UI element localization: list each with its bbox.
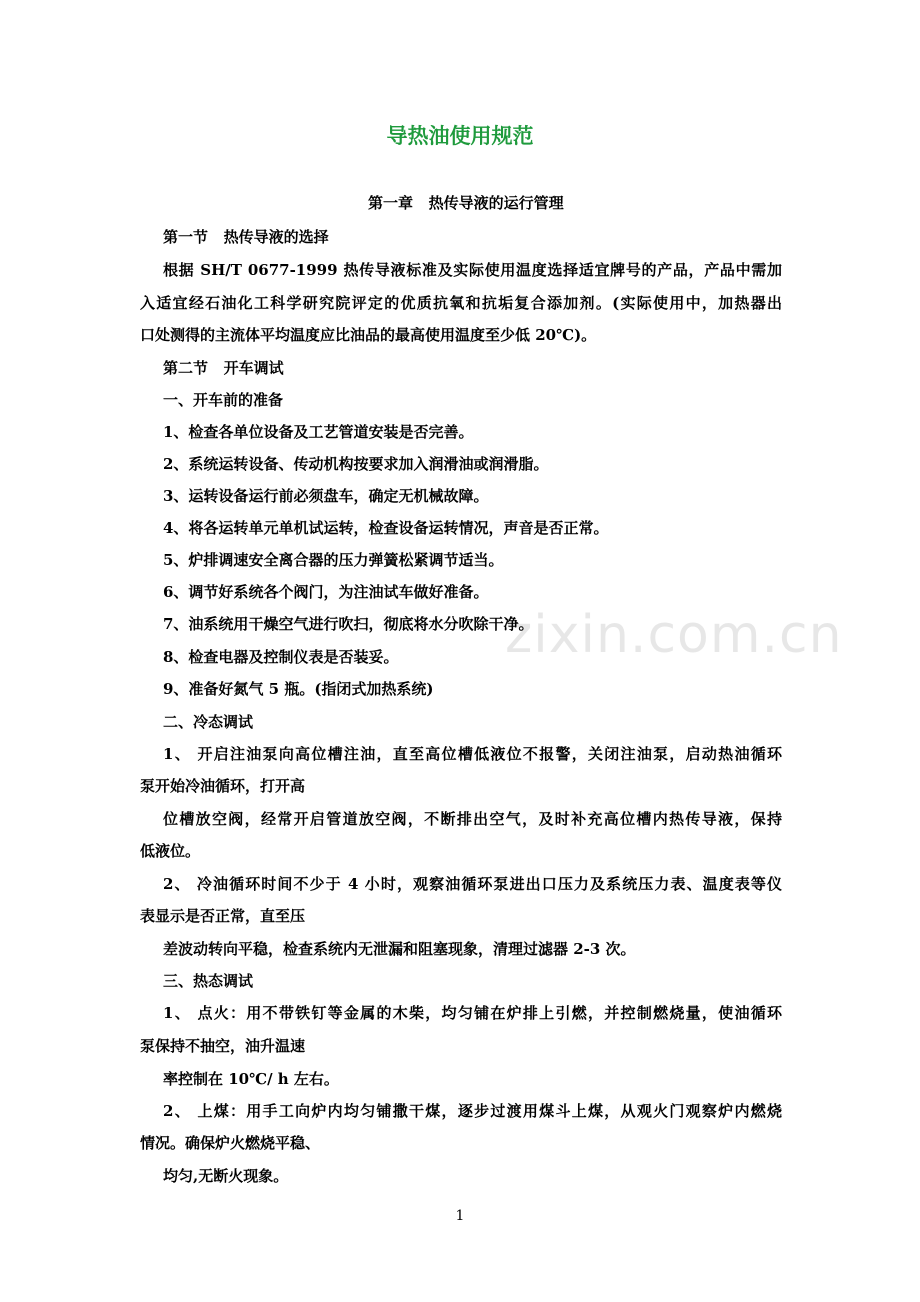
paragraph-line: 泵开始冷油循环，打开高 xyxy=(140,777,306,795)
paragraph-line: 入适宜经石油化工科学研究院评定的优质抗氧和抗垢复合添加剂。(实际使用中，加热器出 xyxy=(140,294,782,312)
paragraph-line: 口处测得的主流体平均温度应比油品的最高使用温度至少低 20℃)。 xyxy=(140,326,597,344)
paragraph-line: 均匀,无断火现象。 xyxy=(163,1167,289,1185)
paragraph-line: 2、 冷油循环时间不少于 4 小时，观察油循环泵进出口压力及系统压力表、温度表等仪 xyxy=(163,875,782,893)
section-heading: 第一节 热传导液的选择 xyxy=(163,228,329,246)
list-item: 7、油系统用干燥空气进行吹扫，彻底将水分吹除干净。 xyxy=(163,615,534,633)
list-item: 5、炉排调速安全离合器的压力弹簧松紧调节适当。 xyxy=(163,551,504,569)
paragraph-line: 1、 开启注油泵向高位槽注油，直至高位槽低液位不报警，关闭注油泵，启动热油循环 xyxy=(163,745,782,763)
list-item: 1、检查各单位设备及工艺管道安装是否完善。 xyxy=(163,423,474,441)
list-item: 2、系统运转设备、传动机构按要求加入润滑油或润滑脂。 xyxy=(163,455,549,473)
paragraph-line: 率控制在 10℃/ h 左右。 xyxy=(163,1070,339,1088)
list-item: 6、调节好系统各个阀门，为注油试车做好准备。 xyxy=(163,583,489,601)
subsection-heading: 三、热态调试 xyxy=(163,972,254,990)
paragraph-line: 情况。确保炉火燃烧平稳、 xyxy=(140,1134,321,1152)
page-number: 1 xyxy=(455,1208,465,1224)
list-item: 4、将各运转单元单机试运转，检查设备运转情况，声音是否正常。 xyxy=(163,519,609,537)
section-heading: 第二节 开车调试 xyxy=(163,359,284,377)
paragraph-line: 位槽放空阀，经常开启管道放空阀，不断排出空气，及时补充高位槽内热传导液，保持 xyxy=(163,810,782,828)
paragraph-line: 泵保持不抽空，油升温速 xyxy=(140,1037,306,1055)
subsection-heading: 一、开车前的准备 xyxy=(163,391,284,409)
list-item: 3、运转设备运行前必须盘车，确定无机械故障。 xyxy=(163,487,489,505)
paragraph-line: 表显示是否正常，直至压 xyxy=(140,907,306,925)
chapter-heading: 第一章 热传导液的运行管理 xyxy=(368,194,564,212)
paragraph-line: 差波动转向平稳，检查系统内无泄漏和阻塞现象，清理过滤器 2-3 次。 xyxy=(163,940,636,958)
watermark: zixin.com.cn xyxy=(505,605,843,665)
paragraph-line: 根据 SH/T 0677-1999 热传导液标准及实际使用温度选择适宜牌号的产品，产品中需加 xyxy=(163,261,782,279)
document-title: 导热油使用规范 xyxy=(386,124,534,148)
subsection-heading: 二、冷态调试 xyxy=(163,713,254,731)
list-item: 9、准备好氮气 5 瓶。(指闭式加热系统) xyxy=(163,680,434,698)
list-item: 8、检查电器及控制仪表是否装妥。 xyxy=(163,648,399,666)
paragraph-line: 1、 点火：用不带铁钉等金属的木柴，均匀铺在炉排上引燃，并控制燃烧量，使油循环 xyxy=(163,1004,782,1022)
paragraph-line: 低液位。 xyxy=(140,842,201,860)
paragraph-line: 2、 上煤：用手工向炉内均匀铺撒干煤，逐步过渡用煤斗上煤，从观火门观察炉内燃烧 xyxy=(163,1102,782,1120)
